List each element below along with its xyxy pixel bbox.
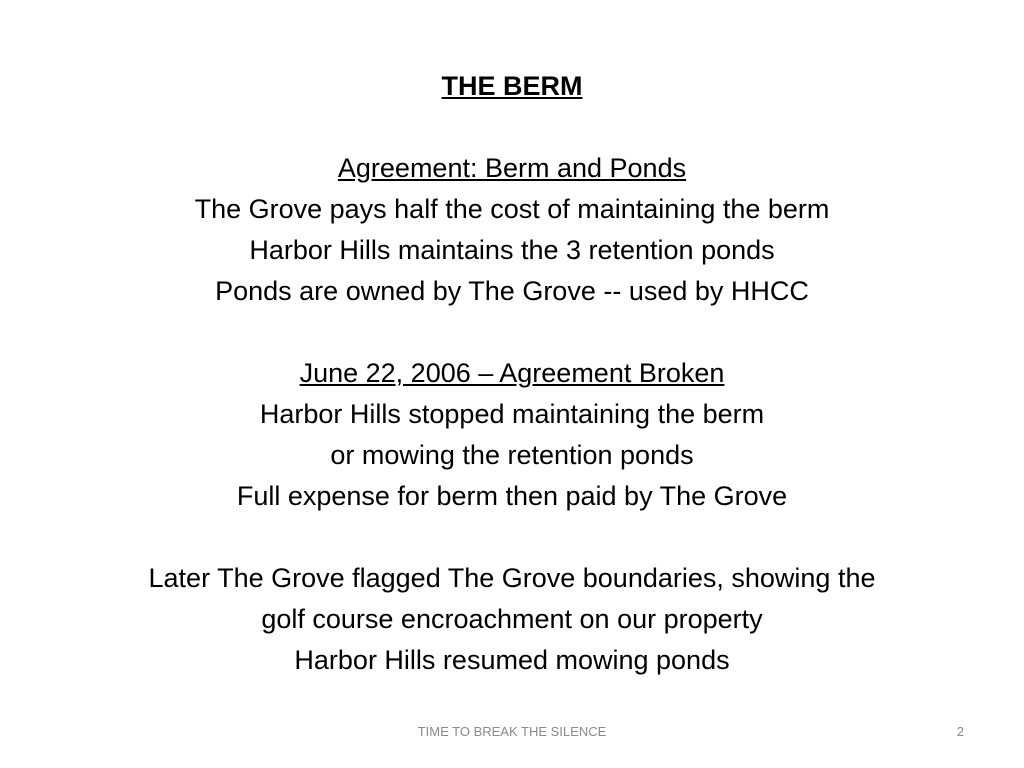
slide-title: THE BERM	[441, 71, 583, 101]
body-line: golf course encroachment on our property	[261, 604, 763, 634]
body-line: Ponds are owned by The Grove -- used by HHCC	[215, 276, 809, 306]
body-line: Harbor Hills stopped maintaining the berm	[259, 399, 765, 429]
slide-number: 2	[956, 724, 964, 739]
body-line: Later The Grove flagged The Grove boundaries, showing the	[148, 563, 876, 593]
body-line: The Grove pays half the cost of maintaining the berm	[194, 194, 830, 224]
section-heading-agreement: Agreement: Berm and Ponds	[337, 153, 687, 183]
footer-text: TIME TO BREAK THE SILENCE	[417, 724, 607, 739]
spacer	[60, 517, 964, 558]
spacer	[60, 107, 964, 148]
slide-content	[60, 66, 964, 681]
body-line: Harbor Hills maintains the 3 retention ponds	[249, 235, 775, 265]
body-line: Full expense for berm then paid by The Grove	[236, 481, 788, 511]
body-line: or mowing the retention ponds	[330, 440, 694, 470]
spacer	[60, 312, 964, 353]
section-heading-agreement-broken: June 22, 2006 – Agreement Broken	[299, 358, 725, 388]
body-line: Harbor Hills resumed mowing ponds	[294, 645, 730, 675]
